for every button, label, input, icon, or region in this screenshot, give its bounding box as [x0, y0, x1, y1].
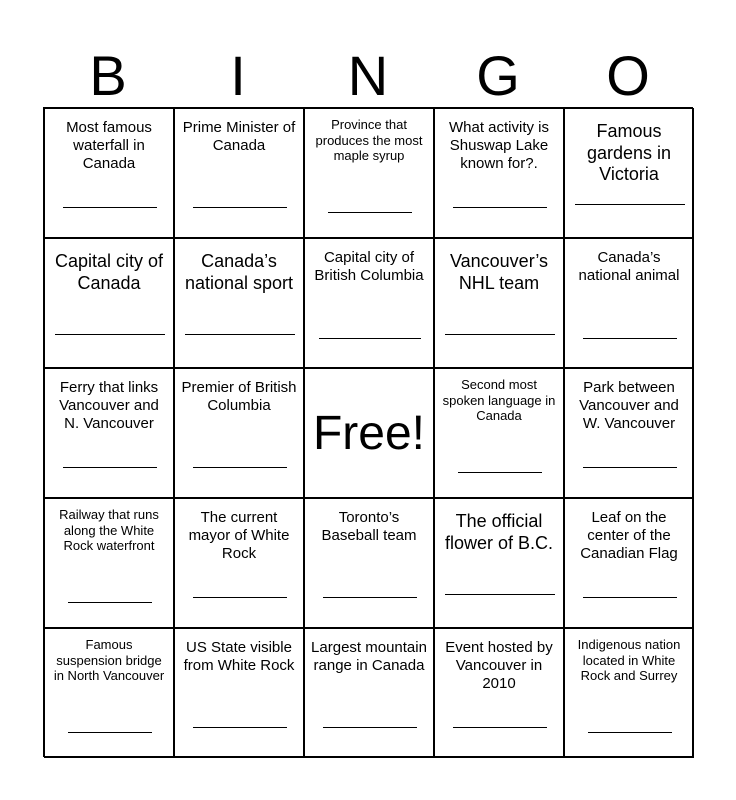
bingo-cell[interactable]: [564, 108, 694, 238]
cell-clue: Event hosted by Vancouver in 2010: [445, 639, 553, 692]
cell-clue: Famous suspension bridge in North Vancouver: [53, 637, 165, 684]
cell-clue: Premier of British Columbia: [181, 379, 297, 414]
bingo-cell[interactable]: [434, 628, 564, 758]
answer-line: [453, 727, 547, 728]
cell-clue: The current mayor of White Rock: [188, 509, 290, 562]
bingo-cell[interactable]: [44, 498, 174, 628]
cell-clue: Most famous waterfall in Canada: [66, 119, 152, 172]
answer-line: [575, 204, 685, 205]
answer-line: [193, 207, 287, 208]
header-letter-i: I: [230, 44, 246, 107]
bingo-cell[interactable]: [44, 238, 174, 368]
cell-clue: Prime Minister of Canada: [182, 119, 296, 154]
bingo-board: [43, 107, 693, 757]
bingo-cell[interactable]: [304, 238, 434, 368]
bingo-cell[interactable]: [434, 368, 564, 498]
cell-clue: Ferry that links Vancouver and N. Vancouver: [59, 379, 159, 432]
cell-clue: Famous gardens in Victoria: [586, 121, 672, 185]
bingo-cell[interactable]: [174, 238, 304, 368]
cell-clue: US State visible from White Rock: [183, 639, 295, 674]
cell-clue: Indigenous nation located in White Rock and Surrey: [577, 637, 681, 684]
header-letter-o: O: [606, 44, 650, 107]
answer-line: [68, 602, 152, 603]
bingo-cell[interactable]: [44, 108, 174, 238]
bingo-cell[interactable]: [304, 498, 434, 628]
cell-clue: Province that produces the most maple syrup: [315, 117, 423, 164]
answer-line: [588, 732, 672, 733]
bingo-cell[interactable]: [174, 108, 304, 238]
answer-line: [458, 472, 542, 473]
cell-clue: Canada’s national animal: [578, 249, 680, 284]
bingo-cell[interactable]: [434, 498, 564, 628]
cell-clue: Vancouver’s NHL team: [449, 251, 549, 293]
bingo-cell[interactable]: [564, 238, 694, 368]
bingo-cell[interactable]: [564, 628, 694, 758]
answer-line: [583, 597, 677, 598]
bingo-cell[interactable]: [434, 108, 564, 238]
bingo-cell[interactable]: [44, 368, 174, 498]
bingo-cell[interactable]: [44, 628, 174, 758]
bingo-cell[interactable]: [564, 498, 694, 628]
answer-line: [445, 594, 555, 595]
cell-clue: Second most spoken language in Canada: [442, 377, 556, 424]
answer-line: [323, 597, 417, 598]
bingo-cell[interactable]: [434, 238, 564, 368]
bingo-cell[interactable]: [174, 498, 304, 628]
cell-clue: Capital city of Canada: [54, 251, 164, 293]
answer-line: [319, 338, 421, 339]
cell-clue: What activity is Shuswap Lake known for?.: [448, 119, 550, 172]
bingo-cell[interactable]: [564, 368, 694, 498]
answer-line: [583, 467, 677, 468]
answer-line: [453, 207, 547, 208]
cell-clue: Capital city of British Columbia: [314, 249, 424, 284]
answer-line: [63, 207, 157, 208]
answer-line: [193, 467, 287, 468]
free-label: Free!: [312, 406, 426, 460]
answer-line: [63, 467, 157, 468]
cell-clue: Leaf on the center of the Canadian Flag: [580, 509, 678, 562]
bingo-cell[interactable]: [304, 108, 434, 238]
header-letter-g: G: [476, 44, 520, 107]
header-letter-n: N: [347, 44, 389, 107]
answer-line: [193, 727, 287, 728]
bingo-header: [43, 44, 693, 108]
answer-line: [445, 334, 555, 335]
answer-line: [185, 334, 295, 335]
answer-line: [328, 212, 412, 213]
cell-clue: Toronto’s Baseball team: [321, 509, 417, 544]
cell-clue: Canada’s national sport: [184, 251, 294, 293]
header-letter-b: B: [89, 44, 127, 107]
cell-clue: Park between Vancouver and W. Vancouver: [579, 379, 679, 432]
bingo-cell[interactable]: [174, 628, 304, 758]
answer-line: [323, 727, 417, 728]
free-space[interactable]: [304, 368, 434, 498]
cell-clue: The official flower of B.C.: [444, 511, 554, 553]
bingo-cell[interactable]: [304, 628, 434, 758]
bingo-cell[interactable]: [174, 368, 304, 498]
answer-line: [193, 597, 287, 598]
cell-clue: Railway that runs along the White Rock waterfront: [59, 507, 159, 554]
answer-line: [55, 334, 165, 335]
answer-line: [583, 338, 677, 339]
answer-line: [68, 732, 152, 733]
cell-clue: Largest mountain range in Canada: [311, 639, 427, 674]
